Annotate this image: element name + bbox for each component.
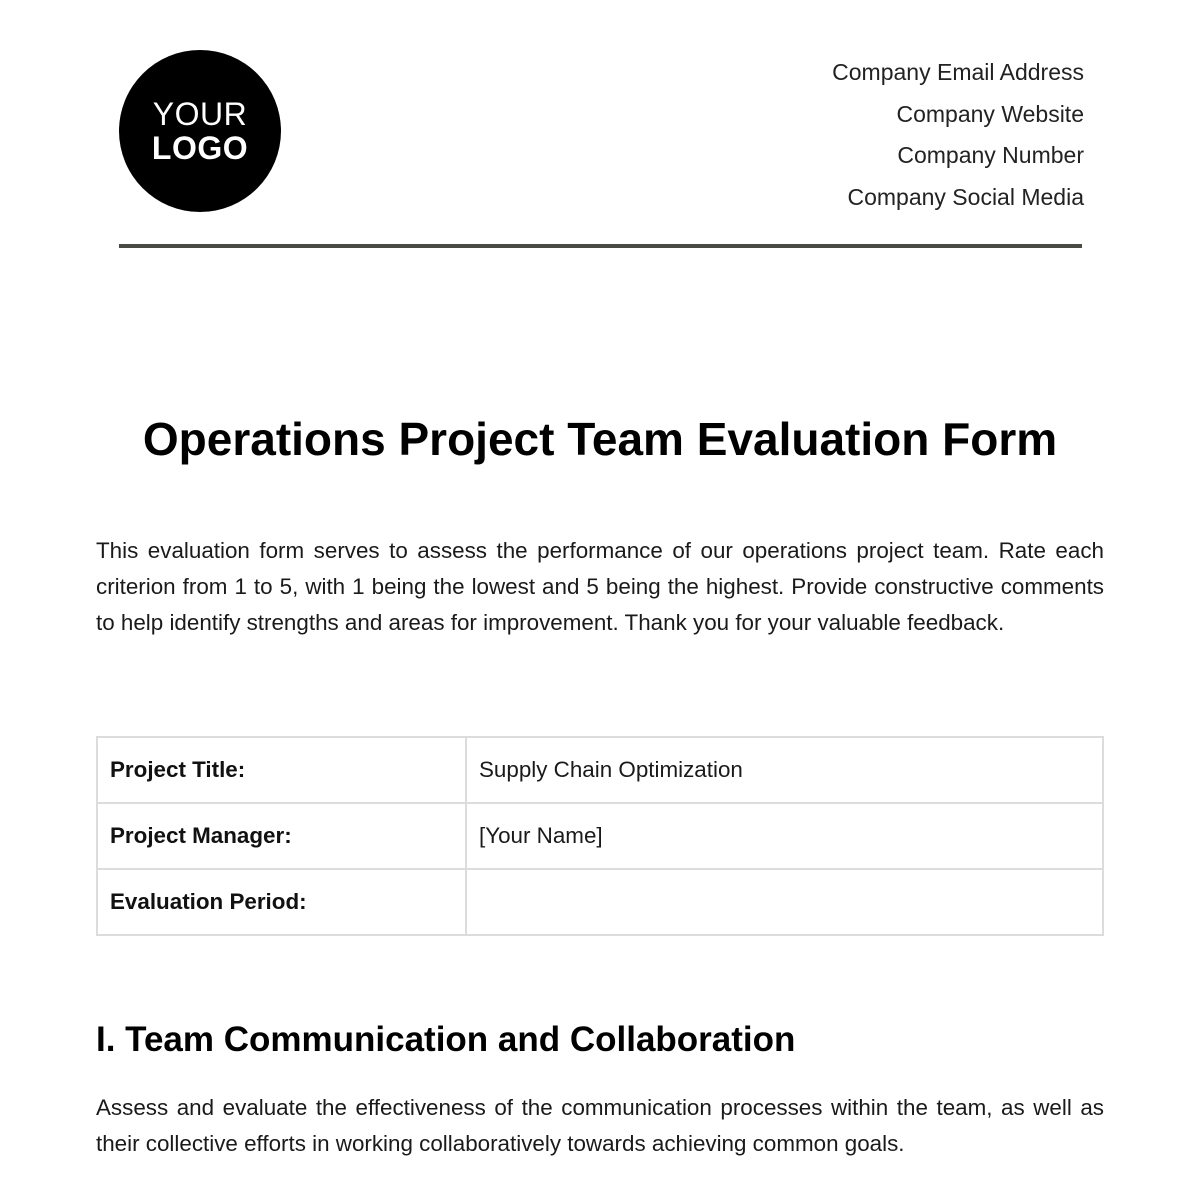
project-manager-label: Project Manager: — [97, 803, 466, 869]
table-row — [97, 869, 1103, 935]
company-website: Company Website — [896, 100, 1084, 127]
project-manager-value[interactable]: [Your Name] — [466, 803, 1103, 869]
project-title-value[interactable]: Supply Chain Optimization — [466, 737, 1103, 803]
table-row — [97, 803, 1103, 869]
evaluation-period-label: Evaluation Period: — [97, 869, 466, 935]
logo-text-line2: LOGO — [151, 130, 249, 166]
section-description: Assess and evaluate the effectiveness of the communication processes within the team, as well as their collective efforts in working collaboratively towards achieving common goals. — [96, 1095, 1104, 1156]
table-row — [97, 737, 1103, 803]
intro-paragraph: This evaluation form serves to assess the performance of our operations project team. Rate each criterion from 1 to 5, with 1 being the lowest and 5 being the highest. Provide constructive comments to help identify strengths and areas for improvement. Thank you for your valuable feedback. — [96, 538, 1104, 635]
company-email: Company Email Address — [832, 59, 1084, 85]
evaluation-period-value[interactable] — [466, 869, 1103, 935]
project-title-label: Project Title: — [97, 737, 466, 803]
logo-text-line1: YOUR — [152, 96, 248, 132]
company-contact-block — [832, 52, 1084, 218]
document-title: Operations Project Team Evaluation Form — [142, 413, 1058, 465]
header-divider — [119, 244, 1082, 248]
section-heading: I. Team Communication and Collaboration — [96, 1020, 796, 1059]
company-logo — [119, 50, 281, 212]
project-info-table — [96, 736, 1104, 936]
company-number: Company Number — [897, 142, 1084, 168]
company-social-media: Company Social Media — [847, 183, 1084, 210]
